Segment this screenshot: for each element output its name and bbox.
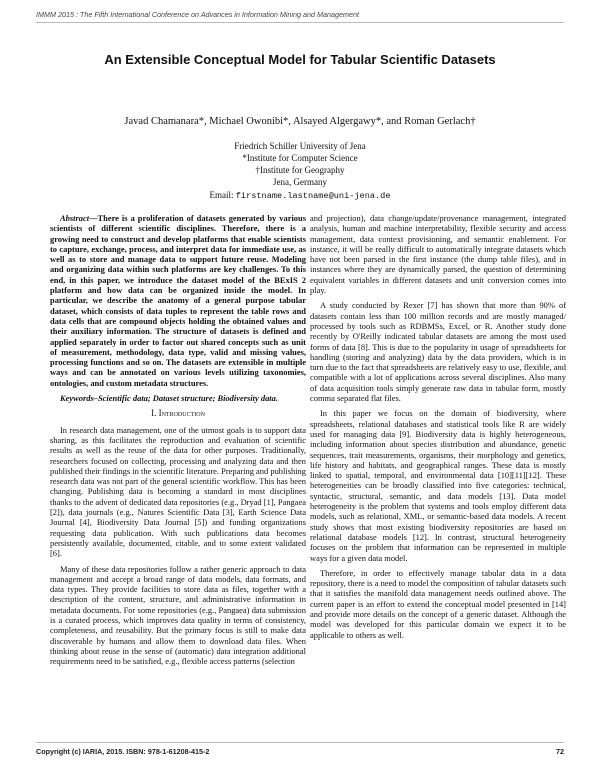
left-column: [50, 213, 306, 671]
right-paragraph-1: and projection), data change/update/provenance management, integrated analysis, human and machine interpretability, flexible security and access management, data context provisioning, and semantic enablement. For instance, it will be really difficult to automatically integrate datasets which have not been parsed in the first instance (the dump table files), and in instances where they are dynamically parsed, the question of determining equivalent variables in different datasets and unit conversion comes into play.: [310, 213, 566, 296]
section-heading-introduction: I. Introduction: [151, 408, 205, 419]
keywords: Keywords–Scientific data; Dataset structure; Biodiversity data.: [60, 393, 278, 404]
email-address: firstname.lastname@uni-jena.de: [235, 191, 391, 201]
affiliation-institute-cs: *Institute for Computer Science: [242, 153, 358, 163]
copyright-isbn: Copyright (c) IARIA, 2015. ISBN: 978-1-61208-415-2: [36, 747, 210, 756]
email-label: Email:: [209, 190, 234, 200]
intro-paragraph-1: In research data management, one of the utmost goals is to support data sharing, as this facilitates the reproduction and evaluation of scientific results as well as the reuse of the data for other purposes. Traditionally, researchers focused on collecting, processing and analyzing data and then published their findings in the scientific literature. Preparing and publishing research data was not part of the general scientific workflow. This has been changing. Publishing data is becoming a standard in most disciplines thanks to the advent of dedicated data repositories (e.g., Dryad [1], Pangaea [2]), data journals (e.g., Natures Scientific Data [3], Earth Science Data Journal [4], Biodiversity Data Journal [5]) and funding organizations requesting data publication. With such publications data becomes persistently available, documented, citable, and to some extent validated [6].: [50, 424, 306, 559]
abstract-text: —There is a proliferation of datasets generated by various scientists of different scientific disciplines. Therefore, there is a growing need to construct and develop platforms that enable scientists to capture, exchange, process, and interpret data for immediate use, as well as to store and manage data to support future reuse. Modeling and organizing data within such platforms are key challenges. To this end, in this paper, we introduce the dataset model of the BExIS 2 platform and how data can be organized inside the model. In particular, we describe the anatomy of a general purpose tabular dataset, which consists of data tuples to represent the table rows and data cells that are compound objects holding the obtained values and their auxiliary information. The structure of datasets is defined and applied separately in order to factor out shared concepts such as unit of measurement, methodology, data type, valid and missing values, processing functions and so on. The datasets are extensible in multiple ways and can be annotated on various levels utilizing taxonomies, ontologies, and custom metadata structures.: [50, 213, 306, 388]
abstract-lead: Abstract: [60, 213, 90, 223]
intro-paragraph-2: Many of these data repositories follow a rather generic approach to data management and accept a broad range of data models, data formats, and data types. They provide facilities to store data as files, together with a description of the content, structure, and administrative information in metadata documents. For some repositories (e.g., Pangaea) data submission is a curated process, which improves data quality in terms of consistency, completeness, and reusability. But the primary focus is still to make data discoverable by humans and allow them to download data files. When thinking about reuse in the sense of (automatic) data integration additional requirements need to be satisfied, e.g., flexible access patterns (selection: [50, 563, 306, 667]
header-divider: [36, 22, 564, 23]
right-paragraph-4: Therefore, in order to effectively manage tabular data in a data repository, there is a need to model the composition of tabular datasets such that it satisfies the manifold data management needs outlined above. The current paper is an effort to extend the conceptual model presented in [14] and provide more details on the concept of a generic dataset. Although the model was developed for this particular domain we expect it to be applicable to others as well.: [310, 567, 566, 640]
conference-header: IMMM 2015 : The Fifth International Conference on Advances in Information Mining and Management: [36, 10, 359, 19]
affiliation-city: Jena, Germany: [273, 177, 327, 187]
affiliation-email-line: [0, 189, 600, 202]
footer-divider: [36, 742, 564, 743]
affiliation-university: Friedrich Schiller University of Jena: [234, 141, 366, 151]
right-column: [310, 213, 566, 645]
paper-title: An Extensible Conceptual Model for Tabular Scientific Datasets: [104, 52, 496, 67]
right-paragraph-2: A study conducted by Rexer [7] has shown that more than 90% of datasets contain less than 100 million records and are mostly managed/ processed by tools such as RDBMSs, Excel, or R. Another study done recently by O'Reilly indicated tabular datasets are among the most used forms of data [8]. This is due to the popularity in usage of spreadsheets for handling (storing and analyzing) data by the data providers, which is in turn due to the fact that spreadsheets are relatively easy to use, flexible, and compatible with a lot of applications across several disciplines. Also many of data acquisition tools simply generate raw data in tabular form, mostly comma separated flat files.: [310, 300, 566, 404]
page-number: 72: [556, 747, 564, 756]
affiliation-institute-geo: †Institute for Geography: [255, 165, 345, 175]
author-list: Javad Chamanara*, Michael Owonibi*, Alsayed Algergawy*, and Roman Gerlach†: [124, 116, 476, 127]
right-paragraph-3: In this paper we focus on the domain of biodiversity, where spreadsheets, relational databases and statistical tools like R are widely used for managing data [9]. Biodiversity data is highly heterogeneous, including information about species distribution and abundance, genetic sequences, trait measurements, organisms, their morphology and genetics, life history and habitats, and geographical ranges. These data is mostly linked to spatial, temporal, and environmental data [10][11][12]. These heterogeneities can be broadly classified into five categories: technical, syntactic, structural, semantic, and data models [13]. Data model heterogeneity is the problem that systems and tools employ different data models, such as relational, XML, or semantic-based data models. A recent study shows that most existing biodiversity repositories are based on relational database models [12]. In contrast, structural heterogeneity focuses on the problem that information can be represented in multiple ways for a given data model.: [310, 408, 566, 563]
abstract: [50, 213, 306, 388]
